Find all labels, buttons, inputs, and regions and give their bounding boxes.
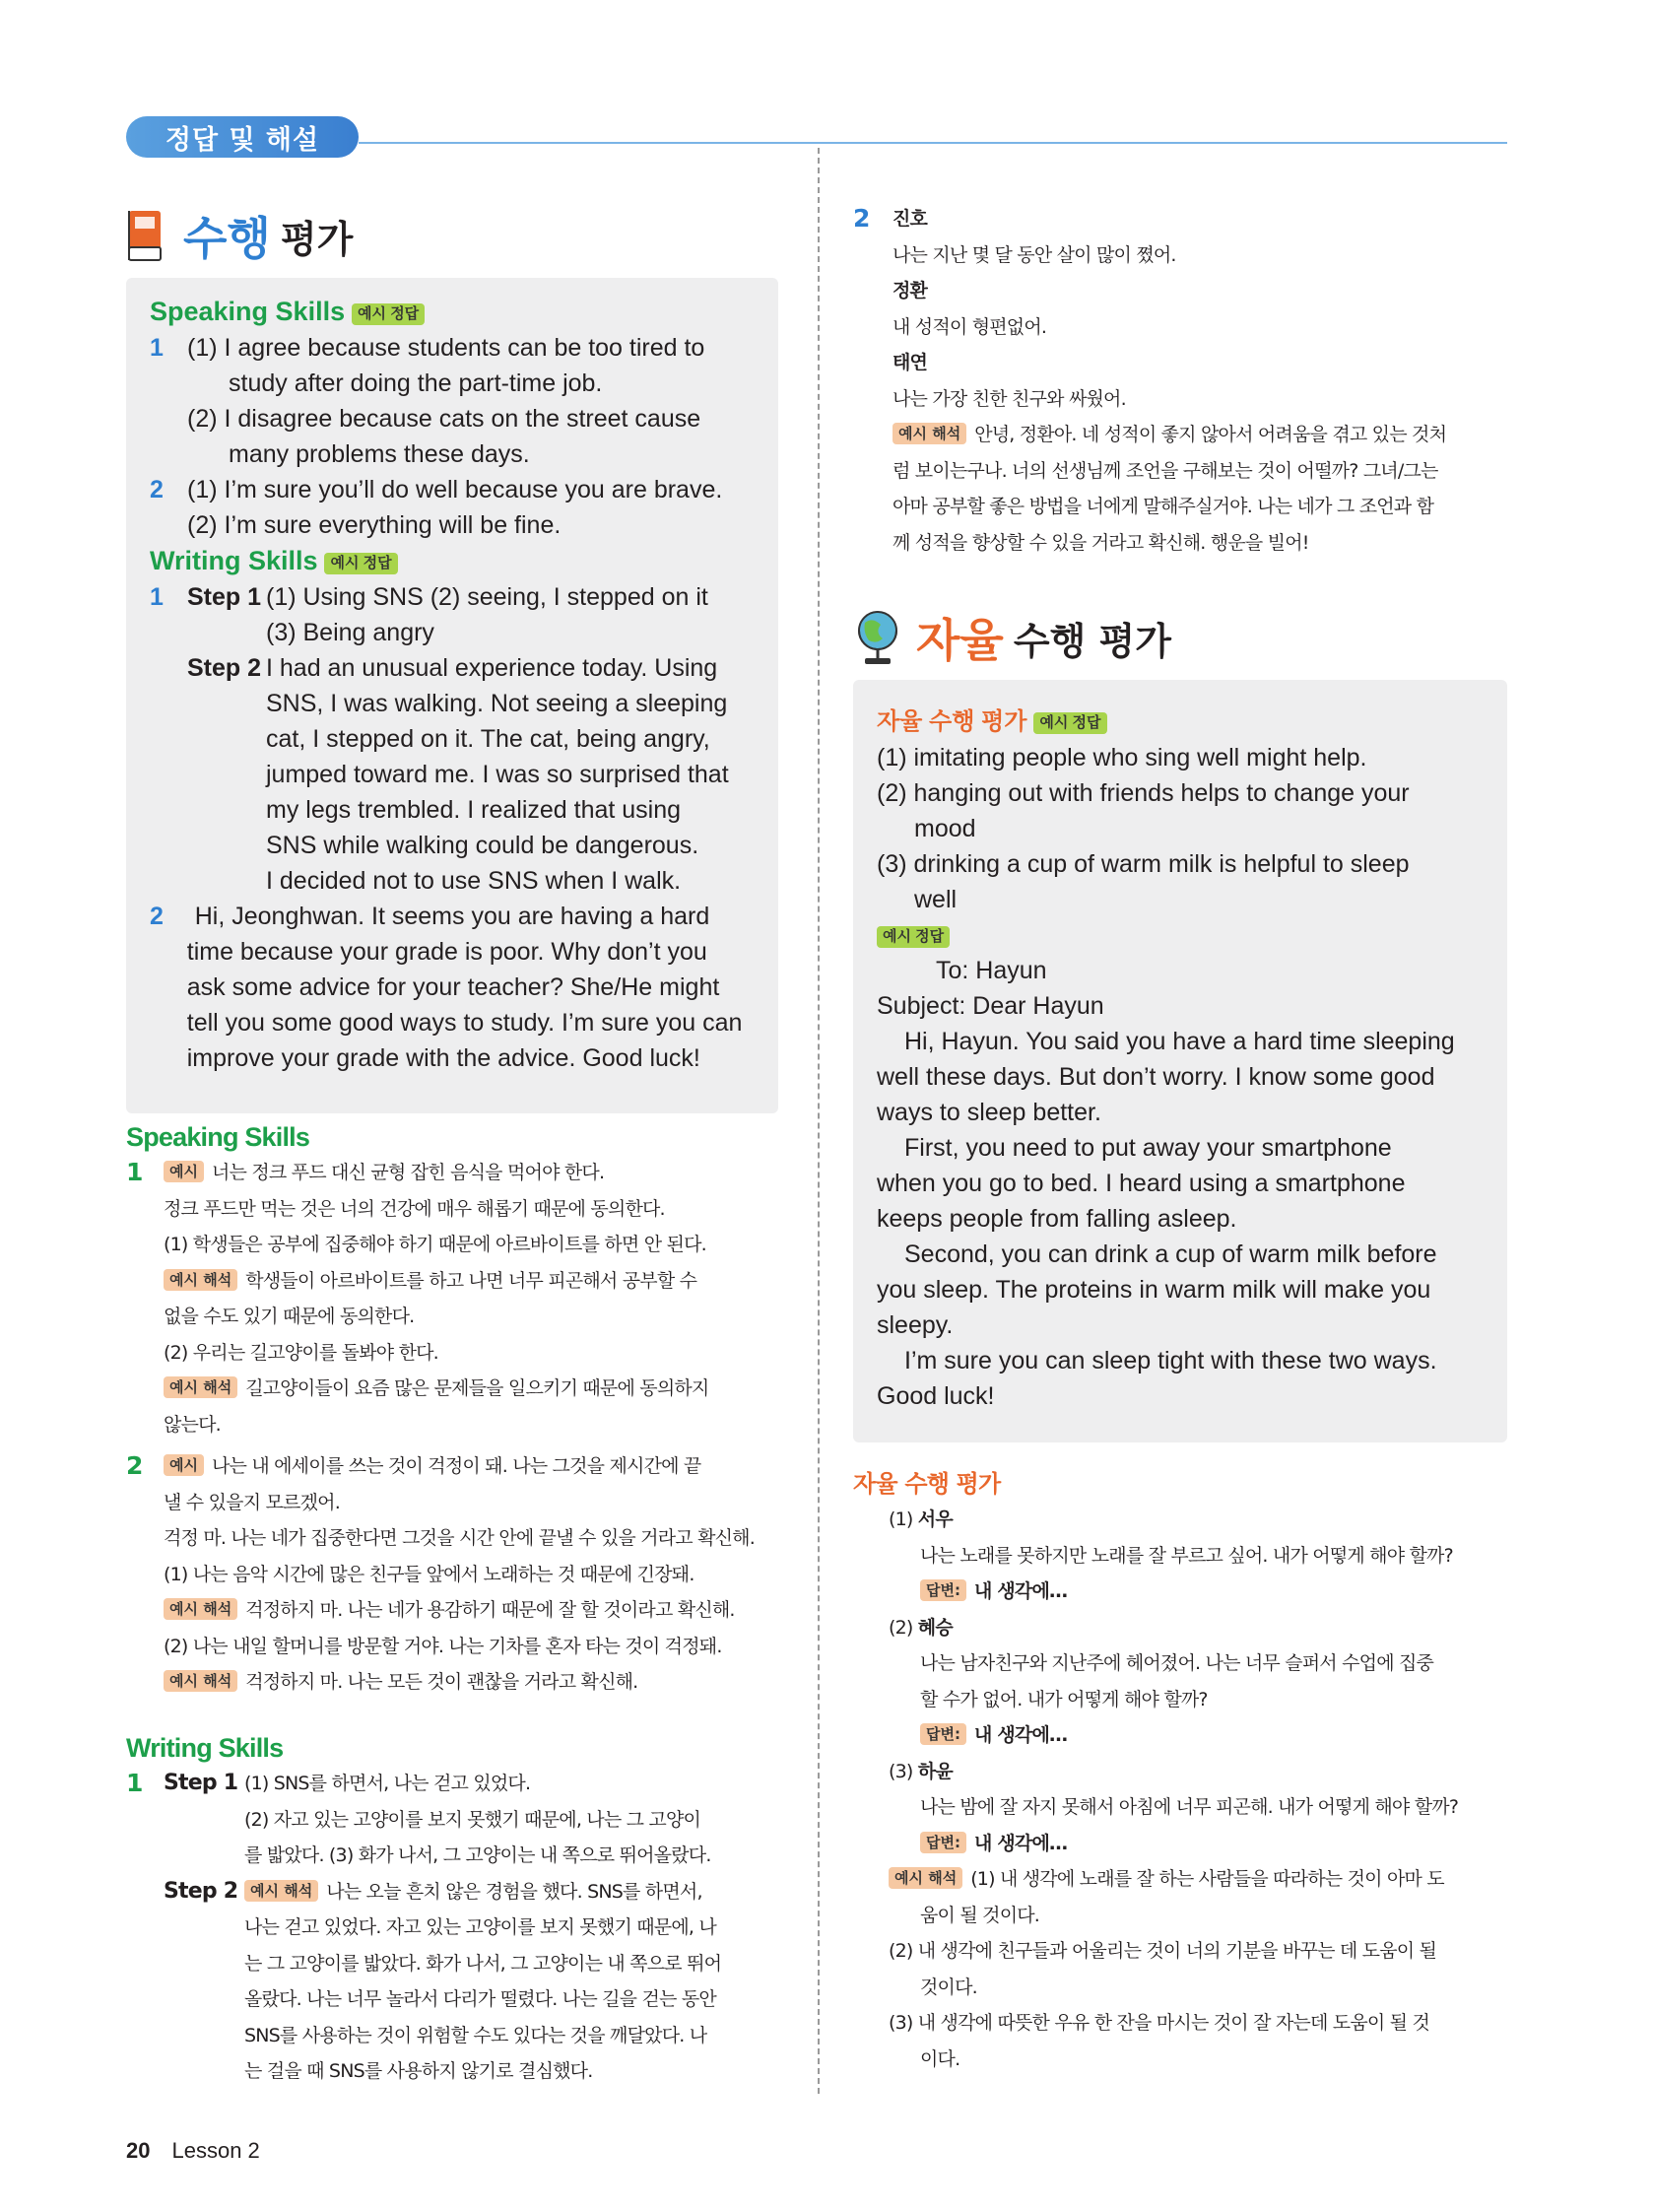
speaker-name: 하윤 bbox=[917, 1760, 953, 1782]
text-line: (1) I’m sure you’ll do well because you are brave. bbox=[187, 476, 723, 503]
item-number: 1 bbox=[150, 334, 164, 362]
item-number: 1 bbox=[126, 1158, 143, 1186]
text-line: (2) I’m sure everything will be fine. bbox=[187, 511, 562, 539]
item-number: 2 bbox=[150, 903, 164, 930]
answer-tag: 예시 정답 bbox=[877, 926, 950, 948]
text-line: (2) I disagree because cats on the street cause bbox=[187, 405, 701, 433]
text-line: (1) I agree because students can be too tired to bbox=[187, 334, 705, 362]
right-section-title bbox=[853, 605, 1171, 670]
self-eval-translation: 자율 수행 평가 (1) 서우 나는 노래를 못하지만 노래를 잘 부르고 싶어. 내가 어떻게 해야 할까? 답변: 내 생각에… (2) 혜승 나는 남자친구와 지난주에 헤어졌어. 나는 너무 슬퍼서 수업에 집중 할 수가 없어. 내가 어떻게 해야 할까? 답변: 내 생각에… (3) 하윤 나는 밤에 잘 자지 못해서 아침에 너무 피곤해. 내가 어떻게 해야 할까? 답변: 내 생각에… 예시 해석 (1) 내 생각에 노래를 잘 하는 사람들을 따라하는 것이 아마 도 움이 될 것이다. (2) 내 생각에 친구들과 어울리는 것이 너의 기분을 바꾸는 데 도움이 될 것이다. (3) 내 생각에 따뜻한 우유 한 잔을 마시는 것이 잘 자는데 도움이 될 것 이다. bbox=[853, 1466, 1507, 2077]
speaking-heading: Speaking Skills bbox=[150, 297, 346, 326]
speaker-name: 서우 bbox=[917, 1508, 953, 1530]
step-label: Step 2 bbox=[187, 654, 262, 682]
answer-prefix-tag: 답변: bbox=[920, 1832, 966, 1853]
self-eval-heading: 자율 수행 평가 bbox=[877, 708, 1027, 735]
column-divider bbox=[818, 148, 820, 2094]
example-tag: 예시 bbox=[164, 1161, 204, 1182]
translation-tag: 예시 해석 bbox=[244, 1880, 318, 1902]
title-big: 자율 bbox=[916, 614, 1004, 667]
speaker-name: 정환 bbox=[893, 280, 928, 302]
writing-heading: Writing Skills bbox=[150, 546, 318, 575]
page-footer bbox=[126, 2138, 260, 2164]
writing-translation: Writing Skills 1 Step 1 (1) SNS를 하면서, 나는 걷고 있었다. (2) 자고 있는 고양이를 보지 못했기 때문에, 나는 그 고양이 를 밟았다. (3) 화가 나서, 그 고양이는 내 쪽으로 뛰어올랐다. Step 2 예시 해석 나는 오늘 흔치 않은 경험을 했다. SNS를 하면서, 나는 걷고 있었다. 자고 있는 고양이를 보지 못했기 때문에, 나 는 그 고양이를 밟았다. 화가 나서, 그 고양이는 내 쪽으로 뛰어 올랐다. 나는 너무 놀라서 다리가 떨렸다. 나는 길을 걷는 동안 SNS를 사용하는 것이 위험할 수도 있다는 것을 깨달았다. 나 는 걸을 때 SNS를 사용하지 않기로 결심했다. bbox=[126, 1730, 786, 2090]
speaker-name: 진호 bbox=[893, 208, 928, 230]
item-number: 2 bbox=[853, 204, 870, 233]
answer-tag: 예시 정답 bbox=[352, 303, 425, 325]
title-big: 수행 bbox=[183, 212, 271, 265]
translation-tag: 예시 해석 bbox=[893, 423, 966, 444]
answer-tag: 예시 정답 bbox=[1033, 712, 1106, 734]
speaking-translation: Speaking Skills 1 예시 너는 정크 푸드 대신 균형 잡힌 음식을 먹어야 한다. 정크 푸드만 먹는 것은 너의 건강에 매우 해롭기 때문에 동의한다. (1) 학생들은 공부에 집중해야 하기 때문에 아르바이트를 하면 안 된다. 예시 해석 학생들이 아르바이트를 하고 나면 너무 피곤해서 공부할 수 없을 수도 있기 때문에 동의한다. (2) 우리는 길고양이를 돌봐야 한다. 예시 해석 길고양이들이 요즘 많은 문제들을 일으키기 때문에 동의하지 않는다. 2 예시 나는 내 에세이를 쓰는 것이 걱정이 돼. 나는 그것을 제시간에 끝 낼 수 있을지 모르겠어. 걱정 마. 나는 네가 집중한다면 그것을 시간 안에 끝낼 수 있을 거라고 확신해. (1) 나는 음악 시간에 많은 친구들 앞에서 노래하는 것 때문에 긴장돼. 예시 해석 걱정하지 마. 나는 네가 용감하기 때문에 잘 할 것이라고 확신해. (2) 나는 내일 할머니를 방문할 거야. 나는 기차를 혼자 타는 것이 걱정돼. 예시 해석 걱정하지 마. 나는 모든 것이 괜찮을 거라고 확신해. bbox=[126, 1119, 786, 1701]
item-number: 1 bbox=[126, 1769, 143, 1797]
lesson-label: Lesson 2 bbox=[171, 2138, 260, 2163]
letter-body: Hi, Hayun. You said you have a hard time sleeping well these days. But don’t worry. I know some good ways to sleep better. First, you need to put away your smartphone when you go to bed. I heard using a smartphone keeps people from falling asleep. Second, you can drink a cup of warm milk before you sleep. The proteins in warm milk will make you sleepy. I’m sure you can sleep tight with these two ways. Good luck! bbox=[877, 1028, 1455, 1410]
book-icon bbox=[126, 208, 165, 263]
left-section-title bbox=[126, 203, 353, 268]
item-number: 2 bbox=[150, 476, 164, 503]
answer-prefix-tag: 답변: bbox=[920, 1579, 966, 1601]
letter-to: To: Hayun bbox=[936, 957, 1047, 984]
translation-tag: 예시 해석 bbox=[164, 1598, 237, 1620]
text-line: (3) Being angry bbox=[266, 619, 434, 646]
step2-text: I had an unusual experience today. Using SNS, I was walking. Not seeing a sleeping cat, I stepped on it. The cat, being angry, jumped toward me. I was so surprised that my legs trembled. I realized that using SNS while walking could be dangerous. I decided not to use SNS when I walk. bbox=[266, 654, 729, 895]
title-small: 평가 bbox=[280, 217, 354, 261]
answer-box-content bbox=[150, 294, 760, 1076]
title-small: 수행 평가 bbox=[1013, 619, 1171, 663]
right-top-translation: 2 진호 나는 지난 몇 달 동안 살이 많이 쪘어. 정환 내 성적이 형편없어. 태연 나는 가장 친한 친구와 싸웠어. 예시 해석 안녕, 정환아. 네 성적이 좋지 않아서 어려움을 겪고 있는 것처 럼 보이는구나. 너의 선생님께 조언을 구해보는 것이 어떨까? 그녀/그는 아마 공부할 좋은 방법을 너에게 말해주실거야. 나는 네가 그 조언과 함 께 성적을 향상할 수 있을 거라고 확신해. 행운을 빌어! bbox=[853, 201, 1507, 561]
self-eval-content: 자율 수행 평가 예시 정답 (1) imitating people who sing well might help. (2) hanging out with friends helps to change your mood (3) drinking a cup of warm milk is helpful to sleep well 예시 정답 To: Hayun Subject: Dear Hayun Hi, Hayun. You said you have a hard time sleeping well these days. But don’t worry. I know some good ways to sleep better. First, you need to put away your smartphone when you go to bed. I heard using a smartphone keeps people from falling asleep. Second, you can drink a cup of warm milk before you sleep. The proteins in warm milk will make you sleepy. I’m sure you can sleep tight with these two ways. Good luck! bbox=[877, 704, 1488, 1414]
speaker-name: 태연 bbox=[893, 352, 928, 373]
header-rule bbox=[359, 142, 1507, 144]
step-label: Step 2 bbox=[164, 1878, 238, 1904]
text-line: many problems these days. bbox=[229, 440, 530, 468]
answer-prefix-tag: 답변: bbox=[920, 1723, 966, 1745]
translation-tag: 예시 해석 bbox=[164, 1670, 237, 1692]
step-label: Step 1 bbox=[187, 583, 262, 611]
globe-icon bbox=[853, 607, 902, 668]
translation-tag: 예시 해석 bbox=[889, 1867, 962, 1889]
step-label: Step 1 bbox=[164, 1771, 238, 1795]
text-line: (1) Using SNS (2) seeing, I stepped on it bbox=[266, 583, 708, 611]
writing-translation-heading: Writing Skills bbox=[126, 1733, 284, 1763]
item-number: 1 bbox=[150, 583, 164, 611]
text-line: study after doing the part-time job. bbox=[229, 369, 603, 397]
section-pill: 정답 및 해설 bbox=[126, 116, 359, 158]
page-number: 20 bbox=[126, 2138, 151, 2163]
translation-tag: 예시 해석 bbox=[164, 1376, 237, 1398]
speaking-translation-heading: Speaking Skills bbox=[126, 1122, 310, 1152]
w2-text: Hi, Jeonghwan. It seems you are having a hard time because your grade is poor. Why don’t you ask some advice for your teacher? She/He might tell you some good ways to study. I’m sure you can improve your grade with the advice. Good luck! bbox=[186, 903, 743, 1072]
letter-subject: Subject: Dear Hayun bbox=[877, 992, 1104, 1020]
example-tag: 예시 bbox=[164, 1454, 204, 1476]
speaker-name: 혜승 bbox=[917, 1616, 953, 1639]
answer-tag: 예시 정답 bbox=[324, 553, 397, 574]
item-number: 2 bbox=[126, 1451, 143, 1480]
self-eval-translation-heading: 자율 수행 평가 bbox=[853, 1470, 1001, 1498]
translation-tag: 예시 해석 bbox=[164, 1269, 237, 1291]
